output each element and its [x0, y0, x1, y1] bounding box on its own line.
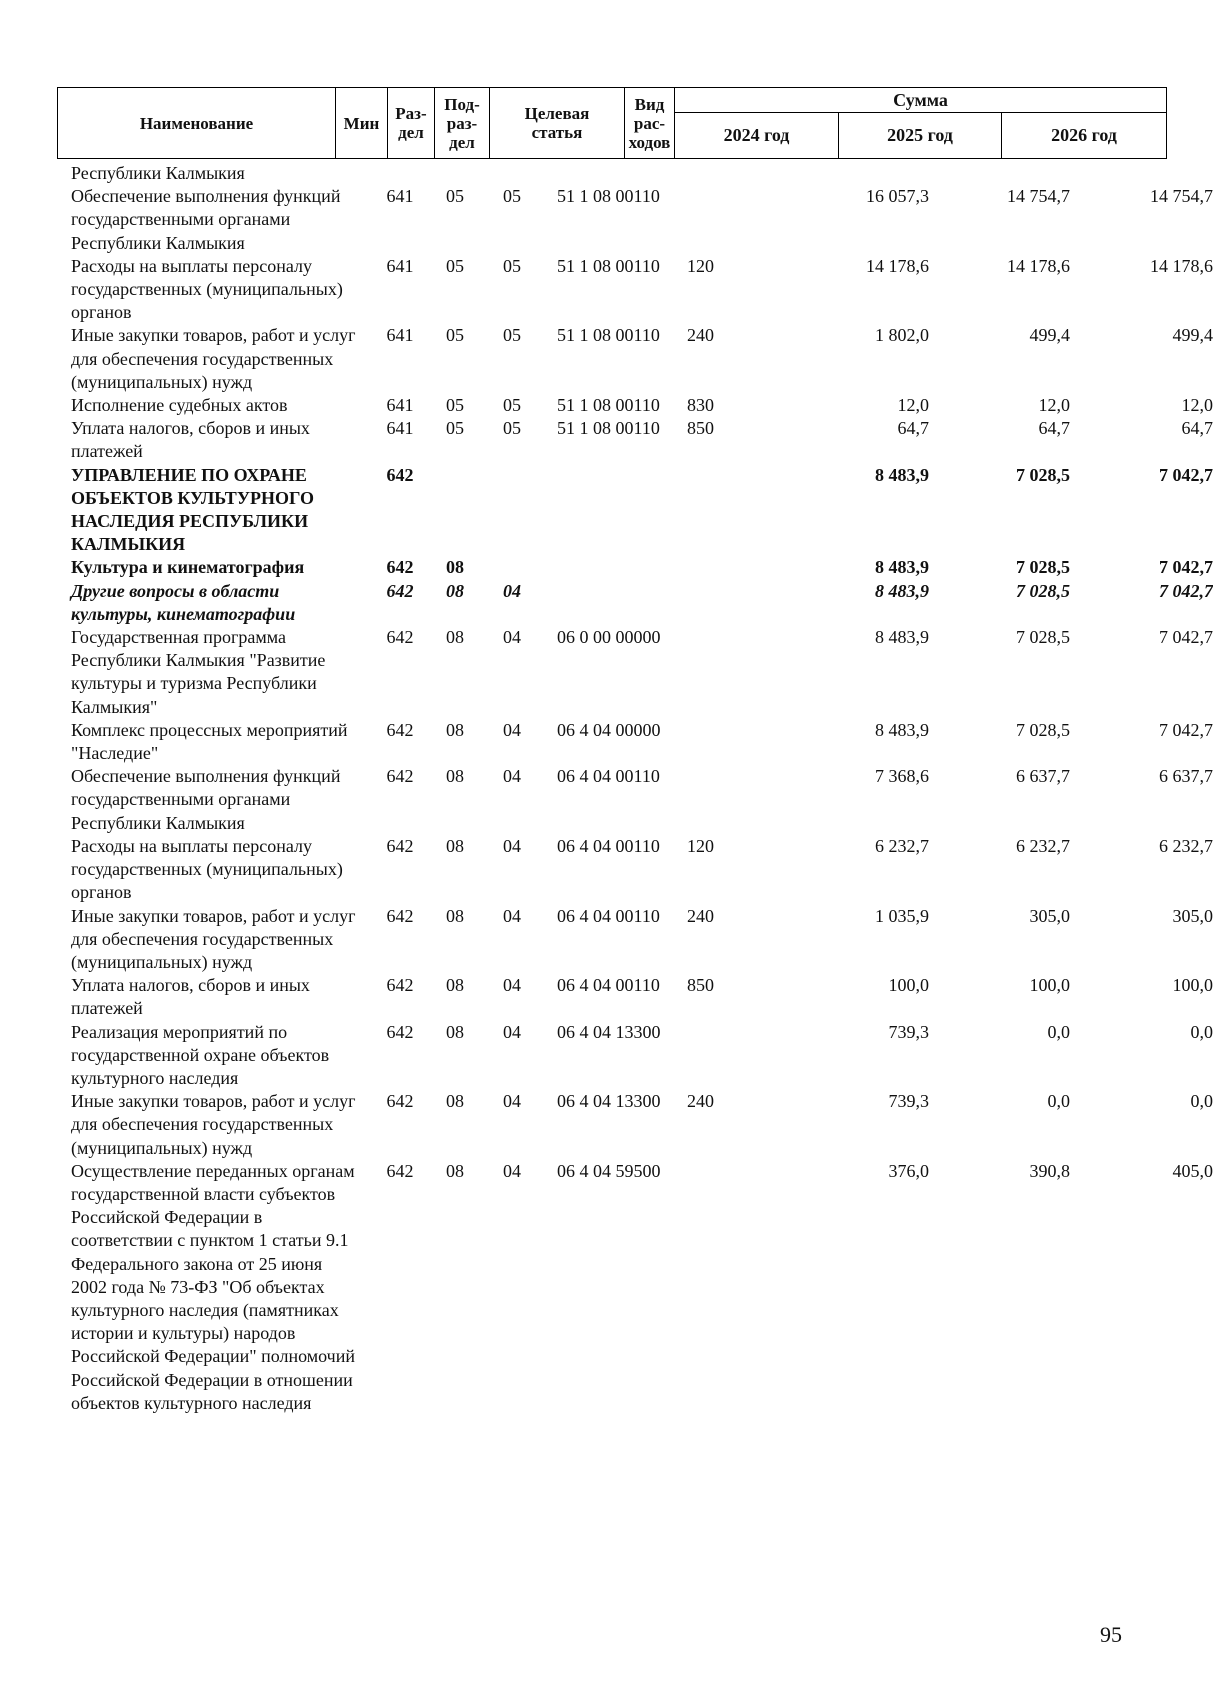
cell-min: 642	[386, 1021, 414, 1042]
table-body	[57, 162, 1213, 1415]
table-row	[57, 765, 1213, 835]
cell-2025: 14 178,6	[1007, 255, 1070, 276]
cell-vid-rashodov: 850	[687, 975, 714, 996]
cell-min: 642	[386, 766, 414, 787]
cell-vid-rashodov: 240	[687, 905, 714, 926]
table-row	[57, 185, 1213, 255]
cell-podrazdel: 04	[503, 627, 521, 648]
cell-name: Культура и кинематография	[71, 557, 305, 578]
table-row	[57, 556, 1213, 579]
cell-razdel: 08	[446, 1021, 464, 1042]
cell-2025: 7 028,5	[1016, 627, 1070, 648]
header-summa: Сумма	[675, 88, 1166, 113]
cell-2025: 390,8	[1029, 1160, 1070, 1181]
cell-2025: 7 028,5	[1016, 557, 1070, 578]
cell-vid-rashodov: 120	[687, 835, 714, 856]
cell-celevaya-statya: 51 1 08 00110	[557, 395, 660, 416]
cell-vid-rashodov: 830	[687, 395, 714, 416]
cell-vid-rashodov: 240	[687, 1091, 714, 1112]
cell-celevaya-statya: 06 4 04 00110	[557, 766, 660, 787]
cell-2026: 12,0	[1181, 395, 1213, 416]
cell-razdel: 08	[446, 557, 464, 578]
cell-podrazdel: 04	[503, 766, 521, 787]
cell-2025: 7 028,5	[1016, 719, 1070, 740]
header-year-2026: 2026 год	[1051, 124, 1117, 145]
cell-name: Исполнение судебных актов	[71, 395, 288, 416]
cell-2026: 7 042,7	[1159, 464, 1213, 485]
cell-podrazdel: 05	[503, 395, 521, 416]
cell-2025: 7 028,5	[1016, 464, 1070, 485]
cell-razdel: 08	[446, 719, 464, 740]
cell-name: Обеспечение выполнения функций государственными органами Республики Калмыкия	[71, 766, 341, 833]
cell-2026: 405,0	[1172, 1160, 1213, 1181]
cell-2024: 739,3	[888, 1021, 929, 1042]
cell-celevaya-statya: 51 1 08 00110	[557, 325, 660, 346]
cell-2026: 499,4	[1172, 325, 1213, 346]
cell-razdel: 08	[446, 580, 464, 601]
cell-2024: 1 035,9	[875, 905, 929, 926]
cell-name: Реализация мероприятий по государственной охране объектов культурного наследия	[71, 1021, 330, 1088]
cell-razdel: 08	[446, 835, 464, 856]
cell-celevaya-statya: 06 4 04 59500	[557, 1160, 661, 1181]
header-razdel: Раз- дел	[388, 88, 435, 158]
cell-name: Иные закупки товаров, работ и услуг для обеспечения государственных (муниципальных) нужд	[71, 905, 356, 972]
cell-razdel: 08	[446, 905, 464, 926]
cell-2025: 14 754,7	[1007, 186, 1070, 207]
cell-celevaya-statya: 06 4 04 00110	[557, 905, 660, 926]
table-row	[57, 324, 1213, 394]
cell-min: 642	[386, 1091, 414, 1112]
cell-2026: 0,0	[1190, 1091, 1213, 1112]
header-name: Наименование	[58, 88, 336, 158]
header-year-2024: 2024 год	[675, 112, 839, 158]
cell-2026: 305,0	[1172, 905, 1213, 926]
cell-min: 642	[386, 557, 414, 578]
cell-2026: 64,7	[1181, 418, 1213, 439]
cell-razdel: 05	[446, 255, 464, 276]
table-row	[57, 255, 1213, 325]
cell-celevaya-statya: 06 4 04 00000	[557, 719, 661, 740]
cell-podrazdel: 04	[503, 835, 521, 856]
cell-min: 642	[386, 975, 414, 996]
cell-razdel: 08	[446, 1160, 464, 1181]
cell-2024: 8 483,9	[875, 627, 929, 648]
cell-2024: 100,0	[888, 975, 929, 996]
cell-name: Иные закупки товаров, работ и услуг для обеспечения государственных (муниципальных) нужд	[71, 1091, 356, 1158]
cell-2024: 12,0	[897, 395, 929, 416]
cell-name: Расходы на выплаты персоналу государственных (муниципальных) органов	[71, 835, 343, 903]
table-row	[57, 580, 1213, 626]
cell-podrazdel: 05	[503, 186, 521, 207]
cell-2024: 6 232,7	[875, 835, 929, 856]
cell-2026: 6 637,7	[1159, 766, 1213, 787]
cell-name: Комплекс процессных мероприятий "Наследие"	[71, 719, 348, 764]
table-row	[57, 905, 1213, 975]
cell-2025: 6 637,7	[1016, 766, 1070, 787]
cell-podrazdel: 04	[503, 905, 521, 926]
cell-min: 642	[386, 580, 414, 601]
cell-min: 642	[386, 719, 414, 740]
cell-min: 642	[386, 464, 414, 485]
cell-2024: 14 178,6	[866, 255, 929, 276]
cell-min: 642	[386, 627, 414, 648]
cell-2025: 12,0	[1038, 395, 1070, 416]
cell-name: Осуществление переданных органам государственной власти субъектов Российской Федерации в соответствии с пунктом 1 статьи 9.1 Федерального закона от 25 июня 2002 года № 73-ФЗ "Об объектах культурного наследия (памятниках истории и культуры) народов Российской Федерации" полномочий Российской Федерации в отношении объектов культурного наследия	[71, 1160, 355, 1413]
cell-celevaya-statya: 06 0 00 00000	[557, 627, 661, 648]
cell-podrazdel: 04	[503, 1160, 521, 1181]
cell-min: 641	[386, 325, 414, 346]
cell-2025: 64,7	[1038, 418, 1070, 439]
table-row	[57, 719, 1213, 765]
cell-2026: 0,0	[1190, 1021, 1213, 1042]
cell-2024: 8 483,9	[875, 557, 929, 578]
cell-2024: 8 483,9	[875, 719, 929, 740]
cell-2026: 14 754,7	[1150, 186, 1213, 207]
cell-vid-rashodov: 850	[687, 418, 714, 439]
cell-2025: 6 232,7	[1016, 835, 1070, 856]
cell-razdel: 05	[446, 325, 464, 346]
header-podrazdel: Под- раз- дел	[435, 88, 490, 158]
cell-2024: 16 057,3	[866, 186, 929, 207]
cell-name: Обеспечение выполнения функций государственными органами Республики Калмыкия	[71, 186, 341, 253]
cell-razdel: 08	[446, 627, 464, 648]
cell-podrazdel: 05	[503, 255, 521, 276]
cell-2026: 100,0	[1172, 975, 1213, 996]
cell-celevaya-statya: 51 1 08 00110	[557, 418, 660, 439]
cell-razdel: 08	[446, 975, 464, 996]
cell-min: 641	[386, 186, 414, 207]
cell-2024: 739,3	[888, 1091, 929, 1112]
table-row	[57, 417, 1213, 463]
table-row	[57, 464, 1213, 557]
cell-podrazdel: 05	[503, 418, 521, 439]
cell-2026: 7 042,7	[1159, 719, 1213, 740]
cell-podrazdel: 04	[503, 975, 521, 996]
cell-2024: 1 802,0	[875, 325, 929, 346]
table-row	[57, 626, 1213, 719]
cell-2025: 100,0	[1029, 975, 1070, 996]
cell-razdel: 08	[446, 766, 464, 787]
cell-2025: 0,0	[1047, 1091, 1070, 1112]
cell-2026: 7 042,7	[1159, 557, 1213, 578]
header-vid-rashodov: Вид рас- ходов	[625, 88, 675, 158]
cell-2024: 7 368,6	[875, 766, 929, 787]
header-year-2025: 2025 год	[839, 112, 1002, 158]
cell-name: Государственная программа Республики Калмыкия "Развитие культуры и туризма Республики Калмыкия"	[71, 627, 326, 717]
cell-celevaya-statya: 51 1 08 00110	[557, 255, 660, 276]
cell-celevaya-statya: 06 4 04 13300	[557, 1091, 661, 1112]
cell-name: Расходы на выплаты персоналу государственных (муниципальных) органов	[71, 255, 343, 323]
cell-celevaya-statya: 06 4 04 00110	[557, 975, 660, 996]
table-row	[57, 394, 1213, 417]
cell-2024: 8 483,9	[875, 580, 929, 601]
cell-razdel: 08	[446, 1091, 464, 1112]
cell-vid-rashodov: 120	[687, 255, 714, 276]
cell-min: 642	[386, 905, 414, 926]
table-row	[57, 1160, 1213, 1415]
cell-2025: 7 028,5	[1016, 580, 1070, 601]
table-row	[57, 974, 1213, 1020]
cell-name: Уплата налогов, сборов и иных платежей	[71, 418, 310, 462]
cell-min: 641	[386, 418, 414, 439]
cell-2026: 14 178,6	[1150, 255, 1213, 276]
cell-name: Другие вопросы в области культуры, кинематографии	[71, 580, 296, 624]
cell-celevaya-statya: 06 4 04 13300	[557, 1021, 661, 1042]
cell-podrazdel: 04	[503, 1091, 521, 1112]
cell-celevaya-statya: 06 4 04 00110	[557, 835, 660, 856]
cell-min: 642	[386, 835, 414, 856]
table-row	[57, 1090, 1213, 1160]
cell-razdel: 05	[446, 418, 464, 439]
cell-min: 641	[386, 255, 414, 276]
cell-celevaya-statya: 51 1 08 00110	[557, 186, 660, 207]
table-row	[57, 1021, 1213, 1091]
cell-podrazdel: 04	[503, 580, 521, 601]
cell-name: Иные закупки товаров, работ и услуг для обеспечения государственных (муниципальных) нужд	[71, 325, 356, 392]
cell-2026: 7 042,7	[1159, 627, 1213, 648]
table-row	[57, 835, 1213, 905]
cell-razdel: 05	[446, 186, 464, 207]
cell-2024: 8 483,9	[875, 464, 929, 485]
cell-name: Республики Калмыкия	[71, 163, 245, 183]
cell-name: УПРАВЛЕНИЕ ПО ОХРАНЕ ОБЪЕКТОВ КУЛЬТУРНОГО НАСЛЕДИЯ РЕСПУБЛИКИ КАЛМЫКИЯ	[71, 464, 315, 555]
cell-razdel: 05	[446, 395, 464, 416]
cell-2025: 499,4	[1029, 325, 1070, 346]
cell-2024: 376,0	[888, 1160, 929, 1181]
cell-podrazdel: 04	[503, 1021, 521, 1042]
cell-min: 642	[386, 1160, 414, 1181]
cell-2025: 305,0	[1029, 905, 1070, 926]
table-row	[57, 162, 1167, 185]
cell-min: 641	[386, 395, 414, 416]
page-number: 95	[1100, 1622, 1122, 1647]
cell-2026: 7 042,7	[1159, 580, 1213, 601]
cell-name: Уплата налогов, сборов и иных платежей	[71, 975, 310, 1019]
cell-2026: 6 232,7	[1159, 835, 1213, 856]
header-celevaya-statya: Целевая статья	[490, 88, 625, 158]
cell-vid-rashodov: 240	[687, 325, 714, 346]
cell-2025: 0,0	[1047, 1021, 1070, 1042]
cell-2024: 64,7	[897, 418, 929, 439]
cell-podrazdel: 05	[503, 325, 521, 346]
table-header	[57, 87, 1167, 159]
cell-podrazdel: 04	[503, 719, 521, 740]
header-min: Мин	[336, 88, 388, 158]
